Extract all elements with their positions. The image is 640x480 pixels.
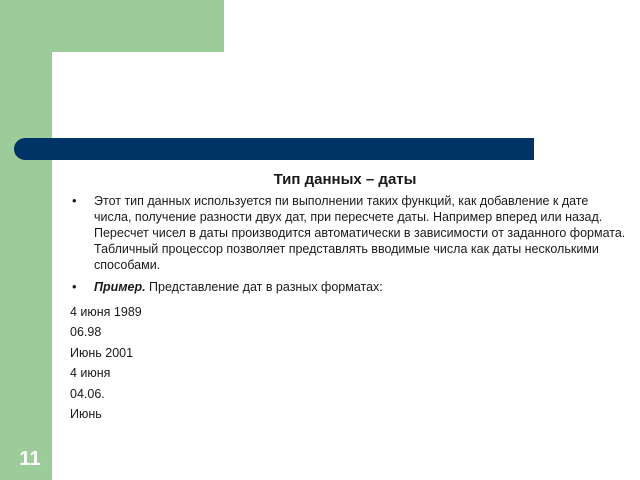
bullet-list	[70, 193, 626, 301]
bullet-text: Этот тип данных используется пи выполнении таких функций, как добавление к дате числа, получение разности двух дат, при пересчете даты. Например вперед или назад. Пересчет чисел в даты производится автоматически в зависимости от заданного формата. Табличный процессор позволяет представлять вводимые числа как даты несколькими способами.	[94, 194, 626, 272]
date-example: Июнь	[70, 406, 102, 421]
bullet-item	[70, 279, 626, 295]
page-number: 11	[19, 448, 41, 470]
slide-title: Тип данных – даты	[273, 171, 417, 188]
bullet-item	[70, 193, 626, 273]
date-example: Июнь 2001	[70, 345, 134, 360]
decorative-top-block	[0, 0, 224, 52]
date-example: 4 июня 1989	[70, 305, 142, 319]
date-example: 4 июня	[70, 366, 111, 381]
bullet-text: Представление дат в разных форматах:	[145, 280, 383, 294]
date-example: 06.98	[70, 325, 102, 340]
example-label: Пример.	[94, 280, 146, 294]
decorative-left-strip	[0, 0, 52, 480]
date-examples	[70, 302, 370, 424]
title-bar	[14, 138, 534, 160]
date-example: 04.06.	[70, 386, 105, 401]
